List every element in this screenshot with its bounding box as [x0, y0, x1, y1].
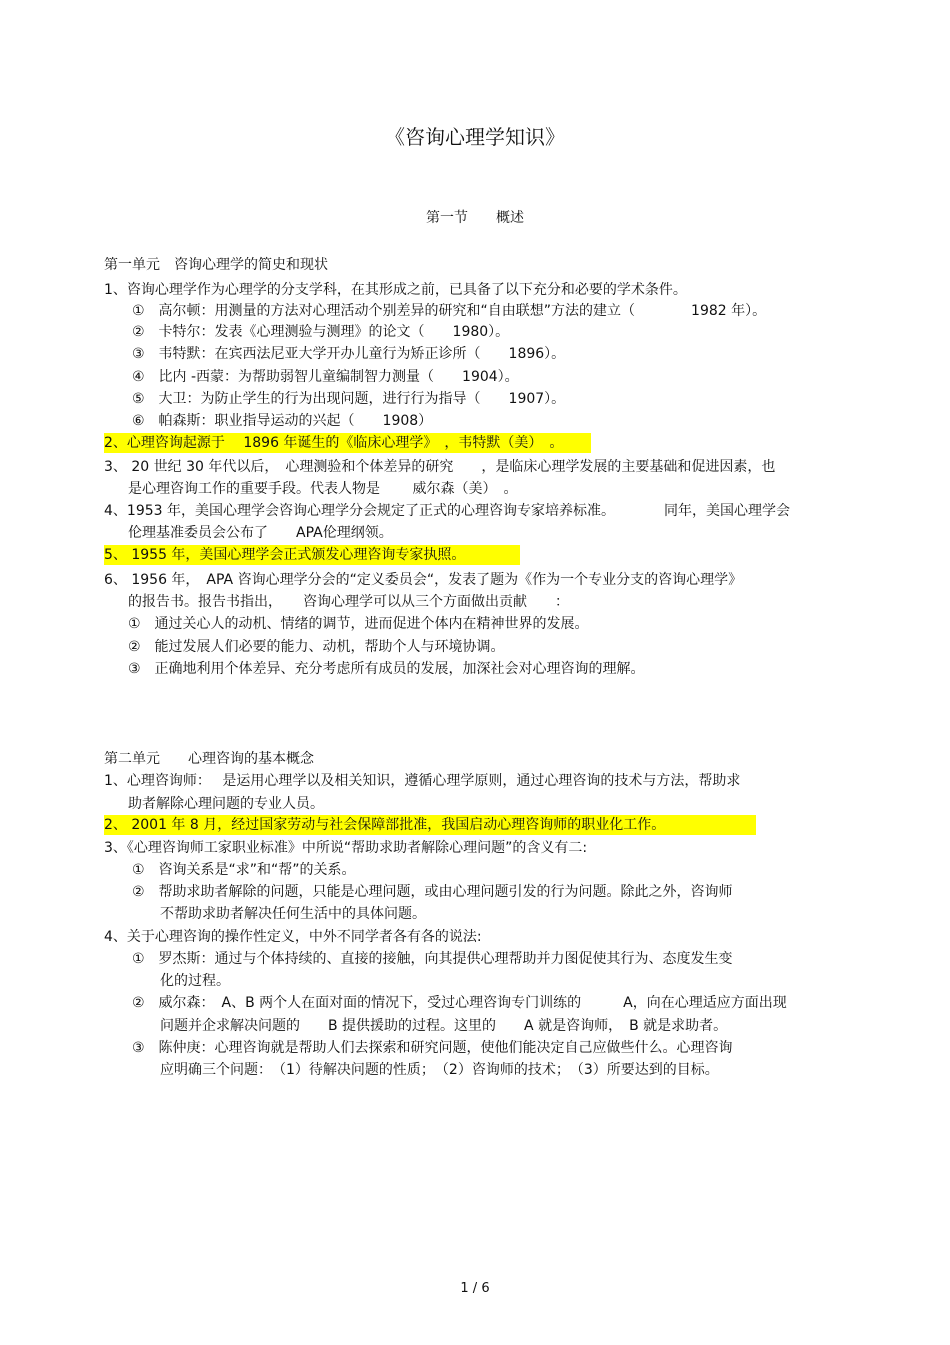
unit2-item2-highlighted: 2、 2001 年 8 月，经过国家劳动与社会保障部批准，我国启动心理咨询师的职业化工作。 — [104, 815, 756, 835]
unit2-item4-sub1-line2: 化的过程。 — [160, 973, 230, 989]
unit2-item3-sub2-line2: 不帮助求助者解决任何生活中的具体问题。 — [160, 906, 426, 922]
unit1-heading: 第一单元 咨询心理学的简史和现状 — [104, 257, 328, 273]
unit2-item4-sub2-line1: ② 威尔森： A、B 两个人在面对面的情况下，受过心理咨询专门训练的 A，向在心理适应方面出现 — [132, 995, 787, 1011]
unit1-item4-line2: 伦理基准委员会公布了 APA伦理纲领。 — [128, 525, 393, 541]
section-heading: 第一节 概述 — [426, 210, 524, 226]
unit1-item6-line1: 6、 1956 年， APA 咨询心理学分会的“定义委员会“，发表了题为《作为一个专业分支的咨询心理学》 — [104, 572, 743, 588]
page-number: 1 / 6 — [460, 1281, 490, 1296]
unit2-item4: 4、关于心理咨询的操作性定义，中外不同学者各有各的说法: — [104, 929, 482, 945]
unit1-item1-sub: ① 高尔顿：用测量的方法对心理活动个别差异的研究和“自由联想”方法的建立（ 1982 年）。 — [132, 303, 767, 319]
unit1-item6-sub: ③ 正确地利用个体差异、充分考虑所有成员的发展，加深社会对心理咨询的理解。 — [128, 661, 645, 677]
unit1-item3-line2: 是心理咨询工作的重要手段。代表人物是 威尔森（美） 。 — [128, 481, 518, 497]
unit2-heading: 第二单元 心理咨询的基本概念 — [104, 751, 314, 767]
unit1-item2-highlighted: 2、心理咨询起源于 1896 年诞生的《临床心理学》 ，韦特默（美） 。 — [104, 433, 591, 453]
unit2-item4-sub3-line2: 应明确三个问题： （1）待解决问题的性质； （2）咨询师的技术； （3）所要达到的目标。 — [160, 1062, 719, 1078]
unit1-item1: 1、咨询心理学作为心理学的分支学科，在其形成之前，已具备了以下充分和必要的学术条件。 — [104, 282, 687, 298]
unit1-item1-sub: ⑥ 帕森斯：职业指导运动的兴起（ 1908） — [132, 413, 433, 429]
unit1-item4-line1: 4、1953 年，美国心理学会咨询心理学分会规定了正式的心理咨询专家培养标准。 同年，美国心理学会 — [104, 503, 790, 519]
unit1-item3-line1: 3、 20 世纪 30 年代以后， 心理测验和个体差异的研究 ，是临床心理学发展的主要基础和促进因素，也 — [104, 459, 776, 475]
unit2-item4-sub2-line2: 问题并企求解决问题的 B 提供援助的过程。这里的 A 就是咨询师， B 就是求助者。 — [160, 1018, 728, 1034]
unit2-item3-sub1: ① 咨询关系是“求”和“帮”的关系。 — [132, 862, 356, 878]
unit2-item1-line1: 1、心理咨询师： 是运用心理学以及相关知识，遵循心理学原则，通过心理咨询的技术与方法，帮助求 — [104, 773, 741, 789]
unit2-item3-sub2-line1: ② 帮助求助者解除的问题，只能是心理问题，或由心理问题引发的行为问题。除此之外，咨询师 — [132, 884, 733, 900]
unit1-item1-sub: ⑤ 大卫：为防止学生的行为出现问题，进行行为指导（ 1907）。 — [132, 391, 566, 407]
unit2-item4-sub1-line1: ① 罗杰斯：通过与个体持续的、直接的接触，向其提供心理帮助并力图促使其行为、态度发生变 — [132, 951, 733, 967]
unit1-item1-sub: ③ 韦特默：在宾西法尼亚大学开办儿童行为矫正诊所（ 1896）。 — [132, 346, 566, 362]
unit2-item1-line2: 助者解除心理问题的专业人员。 — [128, 796, 324, 812]
unit1-item5-highlighted: 5、 1955 年，美国心理学会正式颁发心理咨询专家执照。 — [104, 545, 520, 565]
unit1-item6-line2: 的报告书。报告书指出， 咨询心理学可以从三个方面做出贡献 ： — [128, 594, 569, 610]
unit1-item6-sub: ① 通过关心人的动机、情绪的调节，进而促进个体内在精神世界的发展。 — [128, 616, 589, 632]
unit2-item4-sub3-line1: ③ 陈仲庚：心理咨询就是帮助人们去探索和研究问题，使他们能决定自己应做些什么。心理咨询 — [132, 1040, 733, 1056]
unit2-item3: 3、《心理咨询师工家职业标准》中所说“帮助求助者解除心理问题”的含义有二: — [104, 840, 588, 856]
unit1-item1-sub: ② 卡特尔：发表《心理测验与测理》的论文（ 1980）。 — [132, 324, 510, 340]
document-title: 《咨询心理学知识》 — [385, 125, 565, 149]
unit1-item1-sub: ④ 比内 -西蒙：为帮助弱智儿童编制智力测量（ 1904）。 — [132, 369, 519, 385]
unit1-item6-sub: ② 能过发展人们必要的能力、动机，帮助个人与环境协调。 — [128, 639, 505, 655]
